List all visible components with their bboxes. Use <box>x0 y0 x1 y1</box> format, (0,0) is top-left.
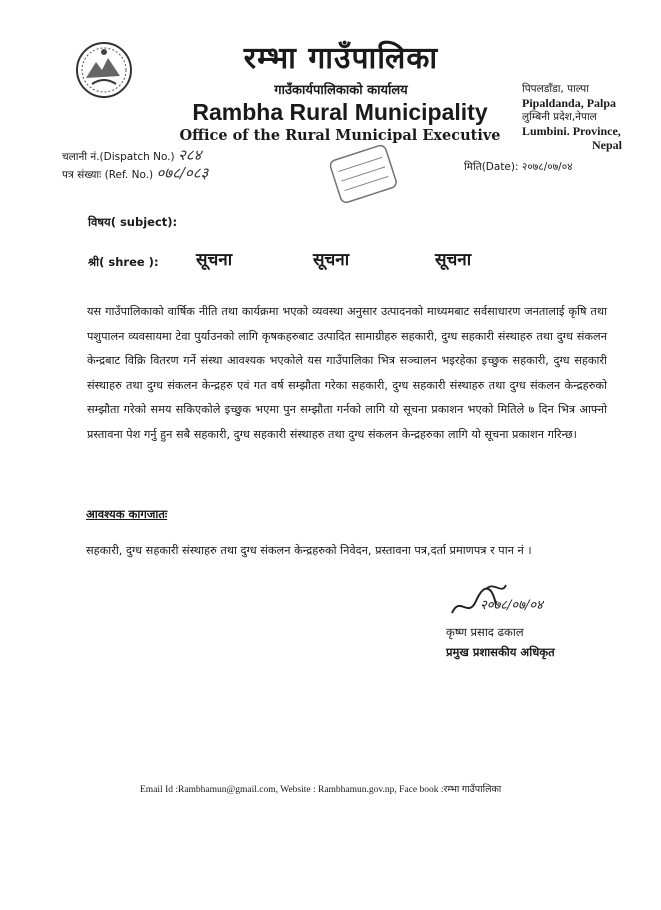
address-line: Pipaldanda, Palpa <box>522 96 617 110</box>
office-title-english: Office of the Rural Municipal Executive <box>179 127 501 144</box>
notice-body: यस गाउँपालिकाको वार्षिक नीति तथा कार्यक्रमा भएको व्यवस्था अनुसार उत्पादनको माध्यमबाट सर्वसाधारण जनतालाई कृषि तथा पशुपालन व्यवसायमा टेवा पुर्याउनको लागि कृषकहरुबाट उत्पादित सामाग्रीहरु सहकारी, दुग्ध सहकारी संस्थाहरु तथा दुग्ध संकलन केन्द्रबाट विक्रि वितरण गर्ने संस्था आवश्यक भएकोले यस गाउँपालिका भित्र सञ्चालन भइरहेका इच्छुक सहकारी, दुग्ध सहकारी संस्थाहरु तथा दुग्ध संकलन केन्द्रहरु एवं गत वर्ष सम्झौता गरेका सहकारी, दुग्ध सहकारी संस्थाहरु तथा दुग्ध संकलन केन्द्रहरुको सम्झौता गरेको समय सकिएकोले इच्छुक भएमा पुन सम्झौता गर्नको लागि यो सूचना प्रकाशन भएको मितिले ७ दिन भित्र आफ्नो प्रस्तावना पेश गर्नु हुन सबै सहकारी, दुग्ध सहकारी संस्थाहरु तथा दुग्ध संकलन केन्द्रहरुका लागि यो सूचना प्रकाशन गरिन्छ। <box>87 305 607 441</box>
notice-heading: सूचना <box>435 250 472 270</box>
signature-date-scribble: २०७८/०७/०४ <box>480 598 543 613</box>
municipality-title-english: Rambha Rural Municipality <box>192 99 488 125</box>
signatory-name: कृष्ण प्रसाद ढकाल <box>446 625 524 639</box>
nepal-emblem-icon <box>74 40 134 100</box>
date-value: २०७८/०७/०४ <box>521 161 573 173</box>
dispatch-label: चलानी नं.(Dispatch No.) <box>62 151 175 163</box>
required-documents-heading: आवश्यक कागजातः <box>86 507 168 521</box>
address-line: Nepal <box>592 138 622 152</box>
address-line: पिपलडाँडा, पाल्पा <box>522 83 589 95</box>
reference-number <box>62 163 208 183</box>
recipient-label: श्री( shree ): <box>88 255 159 269</box>
address-block <box>522 82 650 152</box>
ref-value: ०७८/०८३ <box>156 164 209 182</box>
ref-label: पत्र संख्याः (Ref. No.) <box>62 169 154 181</box>
notice-heading: सूचना <box>196 250 233 270</box>
address-line: Lumbini. Province, <box>522 124 621 138</box>
municipality-title-nepali: रम्भा गाउँपालिका <box>243 41 439 76</box>
signature-scribble-icon <box>446 575 576 623</box>
dispatch-value: २८४ <box>177 146 202 164</box>
office-title-nepali: गाउँकार्यपालिकाको कार्यालय <box>274 83 408 98</box>
subject-label: विषय( subject): <box>88 215 178 229</box>
signatory-title: प्रमुख प्रशासकीय अधिकृत <box>446 645 555 659</box>
date-label: मिति(Date): <box>464 161 519 173</box>
required-documents-text: सहकारी, दुग्ध सहकारी संस्थाहरु तथा दुग्ध संकलन केन्द्रहरुको निवेदन, प्रस्तावना पत्र,दर्ता प्रमाणपत्र र पान नं । <box>86 544 532 557</box>
letter-date <box>464 160 573 174</box>
notice-heading: सूचना <box>313 250 350 270</box>
dispatch-number <box>62 145 201 165</box>
office-stamp-icon <box>328 138 398 208</box>
address-line: लुम्बिनी प्रदेश,नेपाल <box>522 111 597 123</box>
footer-contact: Email Id :Rambhamun@gmail.com, Website : Rambhamun.gov.np, Face book :रम्भा गाउँपालिका <box>140 785 502 795</box>
